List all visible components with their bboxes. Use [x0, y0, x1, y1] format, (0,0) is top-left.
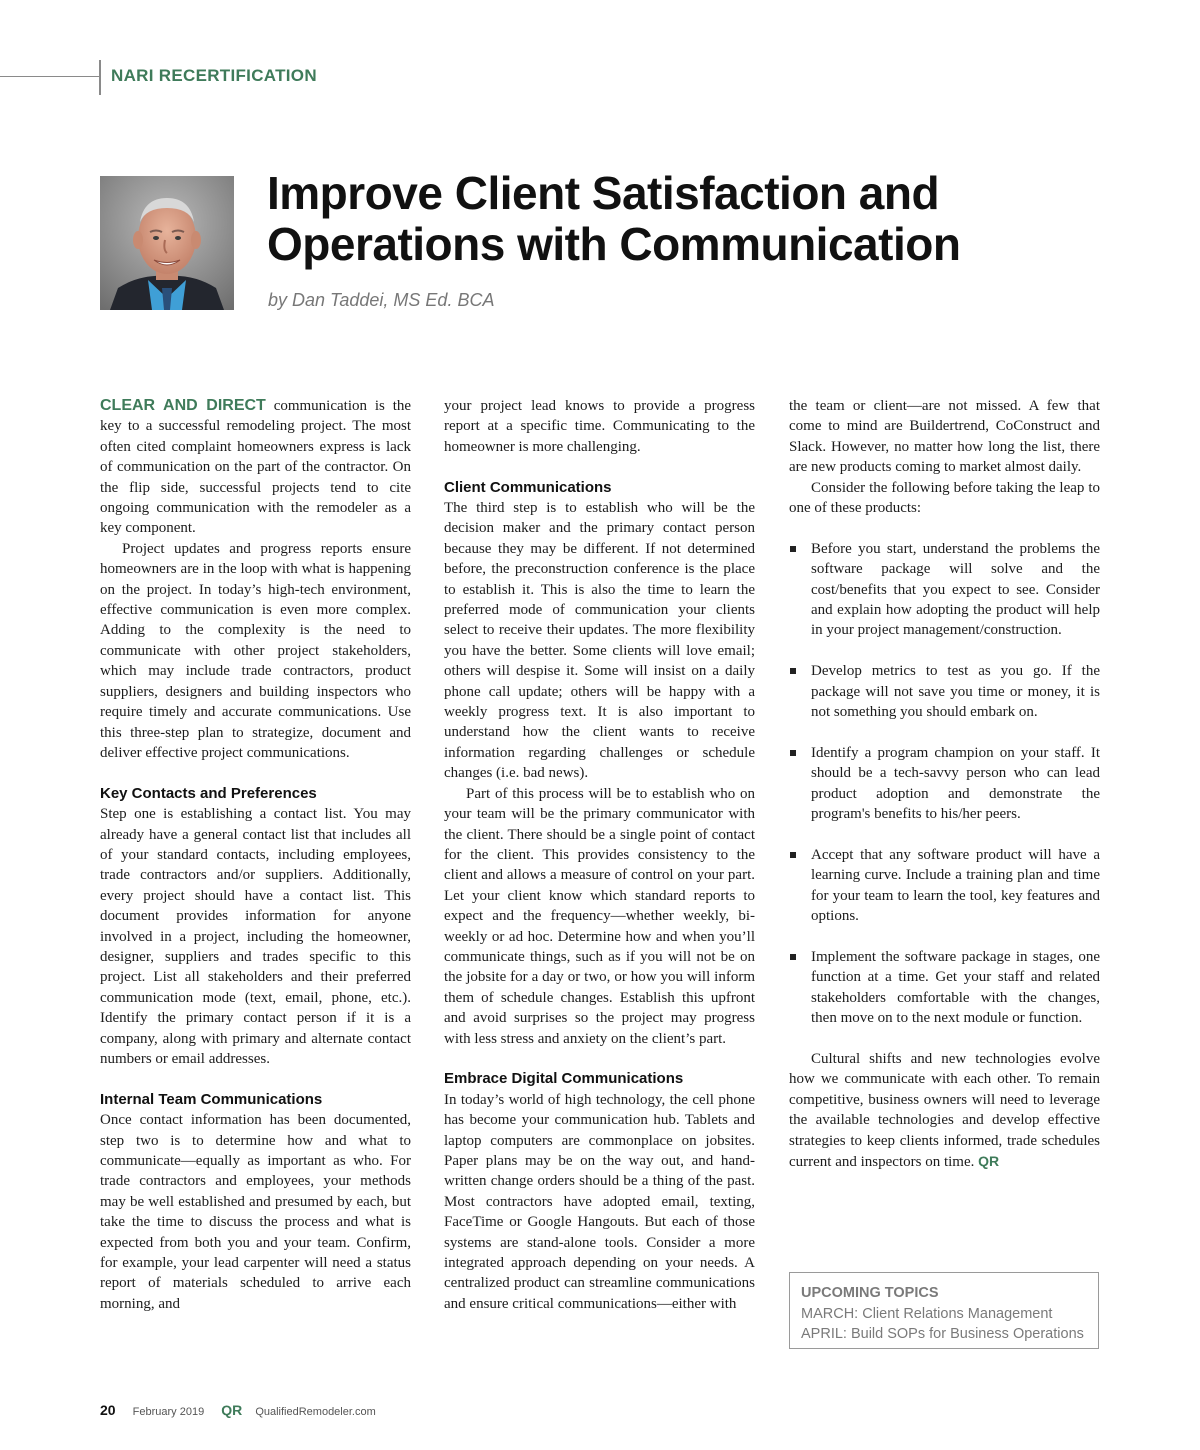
bullet-icon	[790, 852, 796, 858]
subhead-client-communications: Client Communications	[444, 478, 612, 496]
article-column-3	[789, 396, 1100, 1172]
author-photo	[100, 176, 234, 310]
paragraph	[789, 1049, 1100, 1172]
list-item-text: Implement the software package in stages, one function at a time. Get your staff and related stakeholders comfortable with the changes, then move on to the next module or function.	[811, 948, 1100, 1027]
title-line-1: Improve Client Satisfaction and	[267, 167, 940, 219]
lead-in: CLEAR AND DIRECT	[100, 397, 266, 414]
bullet-icon	[790, 750, 796, 756]
subhead-key-contacts: Key Contacts and Preferences	[100, 784, 317, 802]
list-item-text: Identify a program champion on your staff. It should be a tech-savvy person who can lead product adoption and demonstrate the program's benefits to his/her peers.	[811, 744, 1100, 823]
issue-date: February 2019	[132, 1406, 205, 1418]
header-rule	[0, 76, 100, 77]
article-column-1	[100, 396, 411, 1314]
bullet-icon	[790, 546, 796, 552]
upcoming-topic-april: APRIL: Build SOPs for Business Operations	[801, 1326, 1084, 1342]
page-number: 20	[100, 1402, 116, 1418]
article-title	[267, 168, 1167, 270]
subhead-internal-team: Internal Team Communications	[100, 1090, 323, 1108]
list-item-text: Before you start, understand the problems the software package will solve and the cost/benefits that you expect to see. Consider and explain how adopting the product will help in your project management/construction.	[811, 540, 1100, 639]
title-line-2: Operations with Communication	[267, 218, 961, 270]
list-item-text: Develop metrics to test as you go. If the package will not save you time or money, it is not something you should embark on.	[811, 663, 1100, 721]
end-mark: QR	[978, 1152, 1000, 1169]
paragraph: the team or client—are not missed. A few that come to mind are Buildertrend, CoConstruct and Slack. However, no matter how long the list, there are new products coming to market almost daily.	[789, 398, 1100, 476]
article-column-2	[444, 396, 755, 1314]
paragraph: The third step is to establish who will be the decision maker and the primary contact person because they may be different. If not determined before, the preconstruction conference is the place to establish it. This is also the time to learn the preferred mode of communication your clients select to receive their updates. The more flexibility you have the better. Some clients will love email; others will despise it. Some will insist on a daily phone call update; others will be happy with a weekly progress text. It is also important to understand how the client wants to receive information regarding challenges or schedule changes (i.e. bad news).	[444, 500, 755, 782]
paragraph-text: Cultural shifts and new technologies evolve how we communicate with each other. To remain competitive, business owners will need to leverage the available technologies and develop effective strategies to keep clients informed, trade schedules current and inspectors on time.	[789, 1050, 1100, 1170]
paragraph-text: communication is the key to a successful remodeling project. The most often cited complaint homeowners express is lack of communication on the part of the contractor. On the flip side, successful projects tend to cite ongoing communication with the remodeler as a key component.	[100, 398, 412, 537]
byline: by Dan Taddei, MS Ed. BCA	[268, 290, 495, 310]
bullet-icon	[790, 954, 796, 960]
upcoming-topics-box	[789, 1272, 1099, 1349]
magazine-logo: QR	[221, 1402, 243, 1418]
list-item	[789, 845, 1100, 927]
paragraph: Project updates and progress reports ensure homeowners are in the loop with what is happening on the project. In today’s high-tech environment, effective communication is even more complex. Adding to the complexity is the need to communicate with other project stakeholders, which may include trade contractors, product suppliers, designers and building inspectors who require timely and accurate communications. Use this three-step plan to strategize, document and deliver effective project communications.	[100, 540, 411, 761]
upcoming-topics-heading: UPCOMING TOPICS	[801, 1285, 939, 1301]
paragraph: In today’s world of high technology, the cell phone has become your communication hub. Tablets and laptop computers are commonplace on jobsites. Paper plans may be on the way out, and hand-written change orders should be a thing of the past. Most contractors have adopted email, texting, FaceTime or Google Hangouts. But each of those systems are stand-alone tools. Consider a more integrated approach depending on your needs. A centralized product can streamline communications and ensure critical communications—either with	[444, 1091, 755, 1312]
bullet-list	[789, 539, 1100, 1029]
list-item	[789, 661, 1100, 722]
paragraph	[100, 396, 411, 539]
upcoming-topic-march: MARCH: Client Relations Management	[801, 1305, 1053, 1322]
subhead-digital-communications: Embrace Digital Communications	[444, 1070, 684, 1088]
list-item	[789, 947, 1100, 1029]
header-divider	[99, 60, 101, 95]
website-url: QualifiedRemodeler.com	[255, 1406, 376, 1418]
paragraph: Step one is establishing a contact list. You may already have a general contact list that includes all of your standard contacts, including employees, trade contractors and/or suppliers. Additionally, every project should have a contact list. This document provides information for anyone involved in a project, including the homeowner, designer, suppliers and trades specific to this project. List all stakeholders and their preferred communication mode (text, email, phone, etc.). Identify the primary contact person if it is a company, along with primary and alternate contact numbers or email addresses.	[100, 806, 411, 1067]
section-label: NARI RECERTIFICATION	[111, 66, 317, 85]
list-item	[789, 539, 1100, 641]
page-footer	[100, 1402, 376, 1418]
paragraph: Part of this process will be to establish who on your team will be the primary communicator with the client. There should be a single point of contact for the client. This provides consistency to the client and allows a measure of control on your part. Let your client know which standard reports to expect and the frequency—whether weekly, bi-weekly or ad hoc. Determine how and when you’ll communicate things, such as if you will not be on the jobsite for a day or two, or how you will inform them of schedule changes. Establish this upfront and avoid surprises so the project may progress with less stress and anxiety on the client’s part.	[444, 785, 755, 1047]
bullet-icon	[790, 668, 796, 674]
paragraph: Once contact information has been documented, step two is to determine how and what to communicate—equally as important as who. For trade contractors and employees, your methods may be well established and presumed by each, but take the time to discuss the process and what is expected from both you and your team. Confirm, for example, your lead carpenter will need a status report of materials scheduled to arrive each morning, and	[100, 1112, 411, 1312]
paragraph: Consider the following before taking the leap to one of these products:	[789, 479, 1100, 517]
list-item	[789, 743, 1100, 825]
list-item-text: Accept that any software product will have a learning curve. Include a training plan and time for your team to learn the tool, key features and options.	[811, 846, 1100, 925]
paragraph: your project lead knows to provide a progress report at a specific time. Communicating to the homeowner is more challenging.	[444, 398, 755, 455]
